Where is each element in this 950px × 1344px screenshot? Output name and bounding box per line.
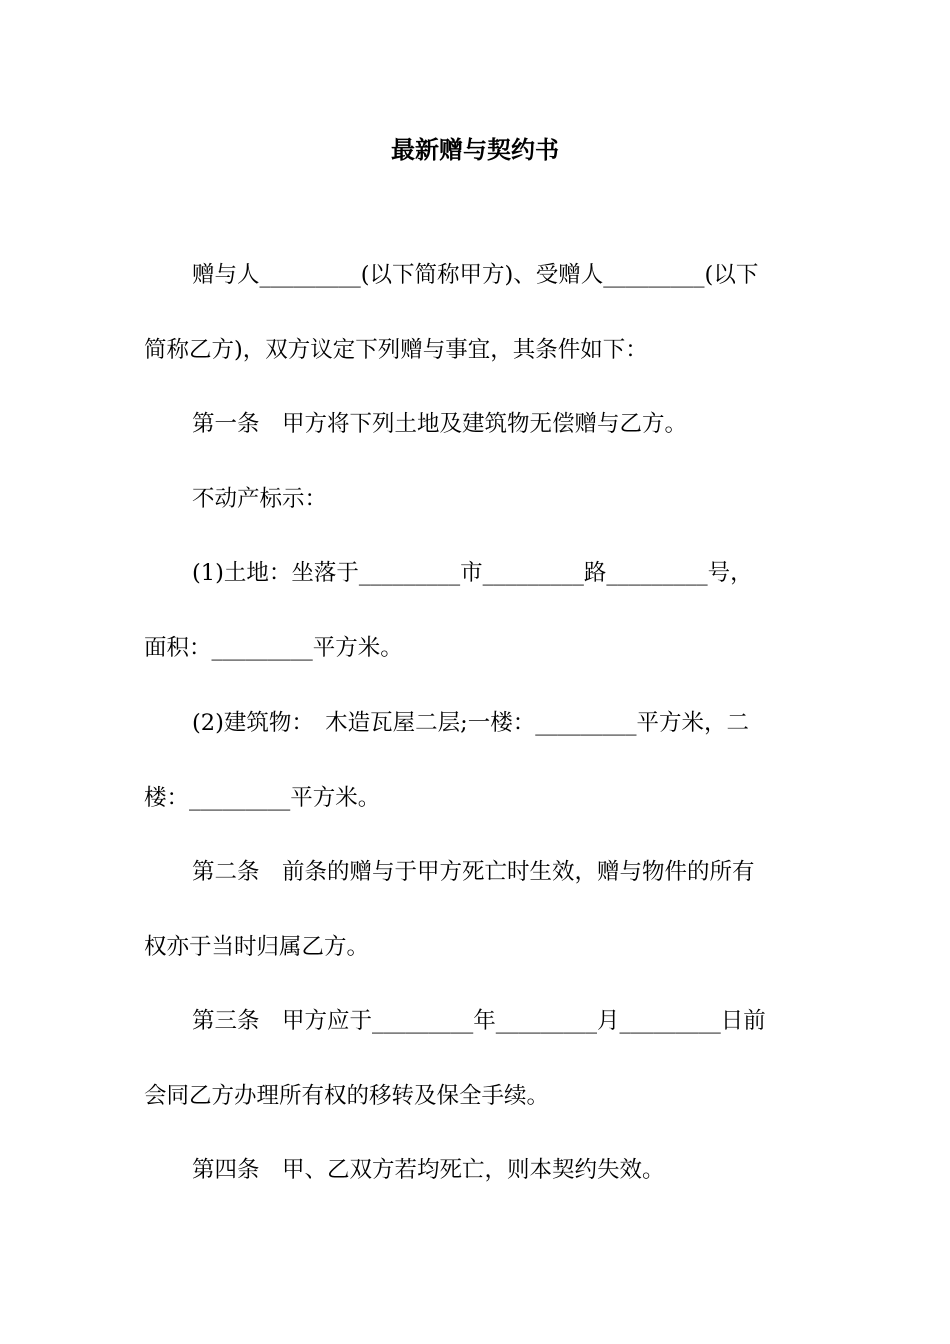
land-item-line-2: 面积：_________平方米。 [144, 635, 403, 661]
article-4: 第四条 甲、乙双方若均死亡，则本契约失效。 [192, 1157, 665, 1183]
article-3-line-1: 第三条 甲方应于_________年_________月_________日前 [192, 1008, 766, 1034]
building-item-line-2: 楼：_________平方米。 [144, 785, 381, 811]
property-heading: 不动产标示： [192, 486, 328, 512]
building-item-line-1: (2)建筑物： 木造瓦屋二层;一楼：_________平方米，二 [192, 710, 749, 736]
article-2-line-1: 第二条 前条的赠与于甲方死亡时生效，赠与物件的所有 [192, 859, 755, 885]
paragraph-parties-line-1: 赠与人_________(以下简称甲方)、受赠人_________(以下 [192, 262, 759, 288]
article-2-line-2: 权亦于当时归属乙方。 [144, 934, 370, 960]
article-1: 第一条 甲方将下列土地及建筑物无偿赠与乙方。 [192, 411, 688, 437]
article-3-line-2: 会同乙方办理所有权的移转及保全手续。 [144, 1083, 550, 1109]
document-title: 最新赠与契约书 [391, 136, 559, 164]
paragraph-parties-line-2: 简称乙方)，双方议定下列赠与事宜，其条件如下： [144, 337, 648, 363]
land-item-line-1: (1)土地：坐落于_________市_________路_________号， [192, 560, 753, 586]
